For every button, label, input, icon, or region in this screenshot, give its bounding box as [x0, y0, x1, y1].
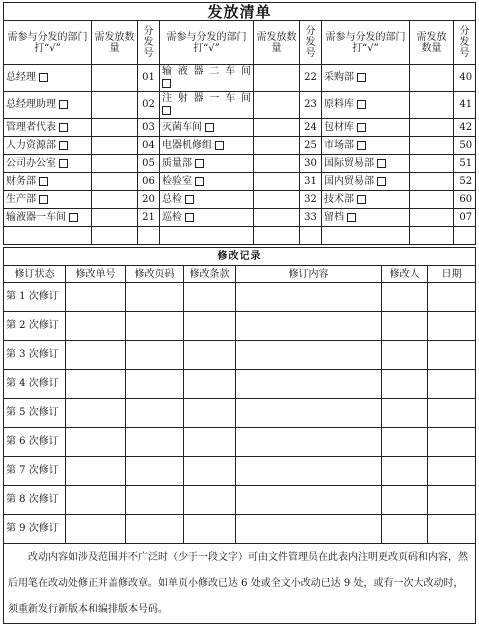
- revision-cell[interactable]: [382, 515, 428, 544]
- qty-cell[interactable]: [92, 137, 138, 155]
- dept-cell[interactable]: [160, 209, 254, 227]
- revision-cell[interactable]: [428, 370, 476, 399]
- revision-row: [4, 312, 476, 341]
- dept-name: 国内贸易部: [324, 175, 374, 187]
- checkbox-icon[interactable]: [39, 73, 48, 82]
- empty-cell: [322, 227, 410, 245]
- revision-cell[interactable]: [428, 486, 476, 515]
- qty-cell[interactable]: [92, 92, 138, 119]
- dept-cell[interactable]: [322, 65, 410, 92]
- revision-cell[interactable]: [428, 457, 476, 486]
- dept-name: 国际贸易部: [324, 157, 374, 169]
- qty-cell[interactable]: [254, 191, 300, 209]
- distribution-row: [4, 191, 476, 209]
- dept-cell[interactable]: [4, 173, 92, 191]
- revision-cell[interactable]: [428, 428, 476, 457]
- revision-cell[interactable]: [66, 399, 126, 428]
- qty-cell[interactable]: [410, 65, 454, 92]
- distribution-number: 24: [300, 119, 322, 137]
- revision-cell[interactable]: [66, 457, 126, 486]
- dept-cell[interactable]: [4, 65, 92, 92]
- distribution-table: [3, 2, 476, 245]
- dept-cell[interactable]: [160, 65, 254, 92]
- revision-cell[interactable]: [236, 312, 382, 341]
- revision-cell[interactable]: [126, 515, 184, 544]
- qty-cell[interactable]: [92, 65, 138, 92]
- checkbox-icon[interactable]: [195, 177, 204, 186]
- dept-name: 人力资源部: [6, 139, 56, 151]
- distribution-number: 07: [454, 209, 476, 227]
- distribution-number: 02: [138, 92, 160, 119]
- revision-header: 修改人: [382, 266, 428, 283]
- distribution-row: [4, 65, 476, 92]
- empty-cell: [454, 227, 476, 245]
- distribution-number: 06: [138, 173, 160, 191]
- revision-cell[interactable]: [66, 486, 126, 515]
- empty-cell: [160, 227, 254, 245]
- checkbox-icon[interactable]: [162, 79, 171, 88]
- qty-cell[interactable]: [254, 209, 300, 227]
- header-qty-1: 需发放数量: [92, 21, 138, 65]
- revision-cell[interactable]: [126, 341, 184, 370]
- distribution-row: [4, 119, 476, 137]
- dept-name: 总经理助理: [6, 99, 56, 110]
- dept-name: 注射器一车间: [162, 93, 251, 104]
- distribution-row: [4, 173, 476, 191]
- revision-row: [4, 370, 476, 399]
- empty-cell: [300, 227, 322, 245]
- qty-cell[interactable]: [410, 137, 454, 155]
- revision-cell[interactable]: [382, 457, 428, 486]
- checkbox-icon[interactable]: [59, 123, 68, 132]
- distribution-number: 03: [138, 119, 160, 137]
- header-qty-2: 需发放数量: [254, 21, 300, 65]
- dept-name: 输液器一车间: [6, 211, 66, 223]
- distribution-row: [4, 137, 476, 155]
- dept-cell[interactable]: [322, 92, 410, 119]
- revision-status: 第 4 次修订: [4, 370, 66, 399]
- dept-name: 技术部: [324, 193, 354, 205]
- revision-cell[interactable]: [236, 457, 382, 486]
- distribution-row: [4, 92, 476, 119]
- distribution-number: 33: [300, 209, 322, 227]
- checkbox-icon[interactable]: [347, 213, 356, 222]
- empty-cell: [4, 227, 92, 245]
- dept-cell[interactable]: [160, 173, 254, 191]
- revision-cell[interactable]: [126, 486, 184, 515]
- qty-cell[interactable]: [254, 173, 300, 191]
- dept-name: 留档: [324, 211, 344, 223]
- checkbox-icon[interactable]: [357, 141, 366, 150]
- dept-cell[interactable]: [160, 119, 254, 137]
- dept-name: 财务部: [6, 175, 36, 187]
- revision-header: 修订状态: [4, 266, 66, 283]
- revision-cell[interactable]: [382, 486, 428, 515]
- qty-cell[interactable]: [254, 155, 300, 173]
- checkbox-icon[interactable]: [195, 159, 204, 168]
- distribution-number: 04: [138, 137, 160, 155]
- dept-cell[interactable]: [160, 191, 254, 209]
- distribution-number: 05: [138, 155, 160, 173]
- distribution-number: 30: [300, 155, 322, 173]
- distribution-number: 40: [454, 65, 476, 92]
- empty-cell: [92, 227, 138, 245]
- qty-cell[interactable]: [410, 119, 454, 137]
- revision-cell[interactable]: [236, 341, 382, 370]
- revision-row: [4, 399, 476, 428]
- revision-cell[interactable]: [236, 428, 382, 457]
- distribution-number: 22: [300, 65, 322, 92]
- revision-cell[interactable]: [236, 283, 382, 312]
- revision-cell[interactable]: [184, 457, 236, 486]
- qty-cell[interactable]: [92, 155, 138, 173]
- revision-status: 第 3 次修订: [4, 341, 66, 370]
- revision-row: [4, 457, 476, 486]
- checkbox-icon[interactable]: [39, 177, 48, 186]
- revision-cell[interactable]: [428, 399, 476, 428]
- dept-name: 管理者代表: [6, 121, 56, 133]
- revision-note: 改动内容如涉及范围并不广泛时（少于一段文字）可由文件管理员在此表内注明更改页码和内容，然后用笔在改动处修正并盖修改章。如单页小修改已达 6 处或全文小改动已达 9 处，或有一次大改动时，须重新发行新版本和编排版本号码。: [4, 544, 476, 624]
- distribution-number: 42: [454, 119, 476, 137]
- revision-cell[interactable]: [126, 370, 184, 399]
- revision-cell[interactable]: [428, 283, 476, 312]
- revision-cell[interactable]: [66, 312, 126, 341]
- distribution-row: [4, 209, 476, 227]
- dept-cell[interactable]: [4, 137, 92, 155]
- revision-cell[interactable]: [382, 312, 428, 341]
- empty-cell: [410, 227, 454, 245]
- revision-status: 第 1 次修订: [4, 283, 66, 312]
- revision-row: [4, 486, 476, 515]
- dept-cell[interactable]: [322, 173, 410, 191]
- dept-name: 总检: [162, 193, 182, 205]
- qty-cell[interactable]: [410, 155, 454, 173]
- checkbox-icon[interactable]: [185, 195, 194, 204]
- revision-row: [4, 341, 476, 370]
- dept-cell[interactable]: [322, 119, 410, 137]
- dept-name: 原料库: [324, 99, 354, 110]
- dept-cell[interactable]: [322, 137, 410, 155]
- header-qty-3: 需发放数量: [410, 21, 454, 65]
- distribution-number: 51: [454, 155, 476, 173]
- revision-cell[interactable]: [382, 399, 428, 428]
- revision-cell[interactable]: [126, 312, 184, 341]
- revision-header: 日期: [428, 266, 476, 283]
- revision-cell[interactable]: [236, 486, 382, 515]
- revision-status: 第 6 次修订: [4, 428, 66, 457]
- dept-name: 市场部: [324, 139, 354, 151]
- dept-cell[interactable]: [322, 191, 410, 209]
- header-dept-2: 需参与分发的部门打“√”: [160, 21, 254, 65]
- dept-cell[interactable]: [4, 119, 92, 137]
- qty-cell[interactable]: [254, 65, 300, 92]
- revision-cell[interactable]: [184, 341, 236, 370]
- revision-cell[interactable]: [126, 283, 184, 312]
- revision-cell[interactable]: [184, 515, 236, 544]
- dept-name: 灭菌车间: [162, 121, 202, 133]
- revision-cell[interactable]: [382, 370, 428, 399]
- revision-cell[interactable]: [382, 283, 428, 312]
- dept-name: 输液器二车间: [162, 66, 251, 77]
- dept-cell[interactable]: [160, 92, 254, 119]
- revision-status: 第 7 次修订: [4, 457, 66, 486]
- dept-cell[interactable]: [160, 155, 254, 173]
- empty-cell: [138, 227, 160, 245]
- distribution-number: 01: [138, 65, 160, 92]
- distribution-number: 52: [454, 173, 476, 191]
- checkbox-icon[interactable]: [377, 159, 386, 168]
- checkbox-icon[interactable]: [357, 73, 366, 82]
- dept-name: 生产部: [6, 193, 36, 205]
- revision-row: [4, 428, 476, 457]
- revision-cell[interactable]: [184, 486, 236, 515]
- revision-cell[interactable]: [66, 283, 126, 312]
- qty-cell[interactable]: [410, 173, 454, 191]
- header-dept-1: 需参与分发的部门打“√”: [4, 21, 92, 65]
- header-no-2: 分发号: [300, 21, 322, 65]
- checkbox-icon[interactable]: [185, 213, 194, 222]
- revision-cell[interactable]: [184, 399, 236, 428]
- dept-name: 采购部: [324, 72, 354, 83]
- checkbox-icon[interactable]: [59, 100, 68, 109]
- revision-status: 第 8 次修订: [4, 486, 66, 515]
- revision-cell[interactable]: [184, 428, 236, 457]
- revision-cell[interactable]: [428, 312, 476, 341]
- dept-cell[interactable]: [4, 209, 92, 227]
- revision-cell[interactable]: [184, 312, 236, 341]
- revision-cell[interactable]: [66, 341, 126, 370]
- checkbox-icon[interactable]: [162, 106, 171, 115]
- qty-cell[interactable]: [410, 191, 454, 209]
- checkbox-icon[interactable]: [59, 159, 68, 168]
- dept-name: 检验室: [162, 175, 192, 187]
- revision-status: 第 2 次修订: [4, 312, 66, 341]
- checkbox-icon[interactable]: [69, 213, 78, 222]
- header-no-3: 分发号: [454, 21, 476, 65]
- distribution-number: 23: [300, 92, 322, 119]
- qty-cell[interactable]: [92, 173, 138, 191]
- revision-header: 修订内容: [236, 266, 382, 283]
- checkbox-icon[interactable]: [59, 141, 68, 150]
- revision-cell[interactable]: [236, 399, 382, 428]
- revision-status: 第 9 次修订: [4, 515, 66, 544]
- dept-name: 巡检: [162, 211, 182, 223]
- distribution-title: 发放清单: [4, 3, 476, 21]
- revision-table: [3, 247, 476, 624]
- dept-name: 质量部: [162, 157, 192, 169]
- dept-name: 公司办公室: [6, 157, 56, 169]
- checkbox-icon[interactable]: [215, 141, 224, 150]
- distribution-number: 31: [300, 173, 322, 191]
- qty-cell[interactable]: [254, 137, 300, 155]
- revision-cell[interactable]: [126, 457, 184, 486]
- checkbox-icon[interactable]: [357, 195, 366, 204]
- revision-cell[interactable]: [428, 515, 476, 544]
- revision-row: [4, 515, 476, 544]
- revision-cell[interactable]: [236, 370, 382, 399]
- revision-row: [4, 283, 476, 312]
- checkbox-icon[interactable]: [357, 123, 366, 132]
- dept-cell[interactable]: [4, 155, 92, 173]
- header-dept-3: 需参与分发的部门打“√”: [322, 21, 410, 65]
- checkbox-icon[interactable]: [377, 177, 386, 186]
- header-no-1: 分发号: [138, 21, 160, 65]
- dept-name: 总经理: [6, 72, 36, 83]
- revision-cell[interactable]: [184, 370, 236, 399]
- qty-cell[interactable]: [92, 209, 138, 227]
- revision-cell[interactable]: [66, 370, 126, 399]
- qty-cell[interactable]: [254, 92, 300, 119]
- distribution-number: 25: [300, 137, 322, 155]
- distribution-number: 20: [138, 191, 160, 209]
- revision-status: 第 5 次修订: [4, 399, 66, 428]
- revision-cell[interactable]: [184, 283, 236, 312]
- dept-name: 包材库: [324, 121, 354, 133]
- checkbox-icon[interactable]: [357, 100, 366, 109]
- distribution-number: 41: [454, 92, 476, 119]
- qty-cell[interactable]: [92, 119, 138, 137]
- checkbox-icon[interactable]: [39, 195, 48, 204]
- distribution-number: 50: [454, 137, 476, 155]
- checkbox-icon[interactable]: [205, 123, 214, 132]
- qty-cell[interactable]: [410, 92, 454, 119]
- dept-cell[interactable]: [4, 191, 92, 209]
- revision-header: 修改单号: [66, 266, 126, 283]
- qty-cell[interactable]: [92, 191, 138, 209]
- dept-cell[interactable]: [322, 209, 410, 227]
- revision-cell[interactable]: [382, 341, 428, 370]
- revision-title: 修改记录: [4, 248, 476, 266]
- dept-cell[interactable]: [322, 155, 410, 173]
- revision-cell[interactable]: [236, 515, 382, 544]
- revision-header: 修改页码: [126, 266, 184, 283]
- revision-cell[interactable]: [126, 428, 184, 457]
- revision-header: 修改条款: [184, 266, 236, 283]
- dept-cell[interactable]: [160, 137, 254, 155]
- revision-cell[interactable]: [382, 428, 428, 457]
- distribution-number: 60: [454, 191, 476, 209]
- empty-cell: [254, 227, 300, 245]
- distribution-number: 32: [300, 191, 322, 209]
- distribution-row: [4, 155, 476, 173]
- distribution-number: 21: [138, 209, 160, 227]
- revision-cell[interactable]: [126, 399, 184, 428]
- revision-cell[interactable]: [66, 515, 126, 544]
- qty-cell[interactable]: [254, 119, 300, 137]
- dept-cell[interactable]: [4, 92, 92, 119]
- revision-cell[interactable]: [66, 428, 126, 457]
- revision-cell[interactable]: [428, 341, 476, 370]
- qty-cell[interactable]: [410, 209, 454, 227]
- dept-name: 电器机修组: [162, 139, 212, 151]
